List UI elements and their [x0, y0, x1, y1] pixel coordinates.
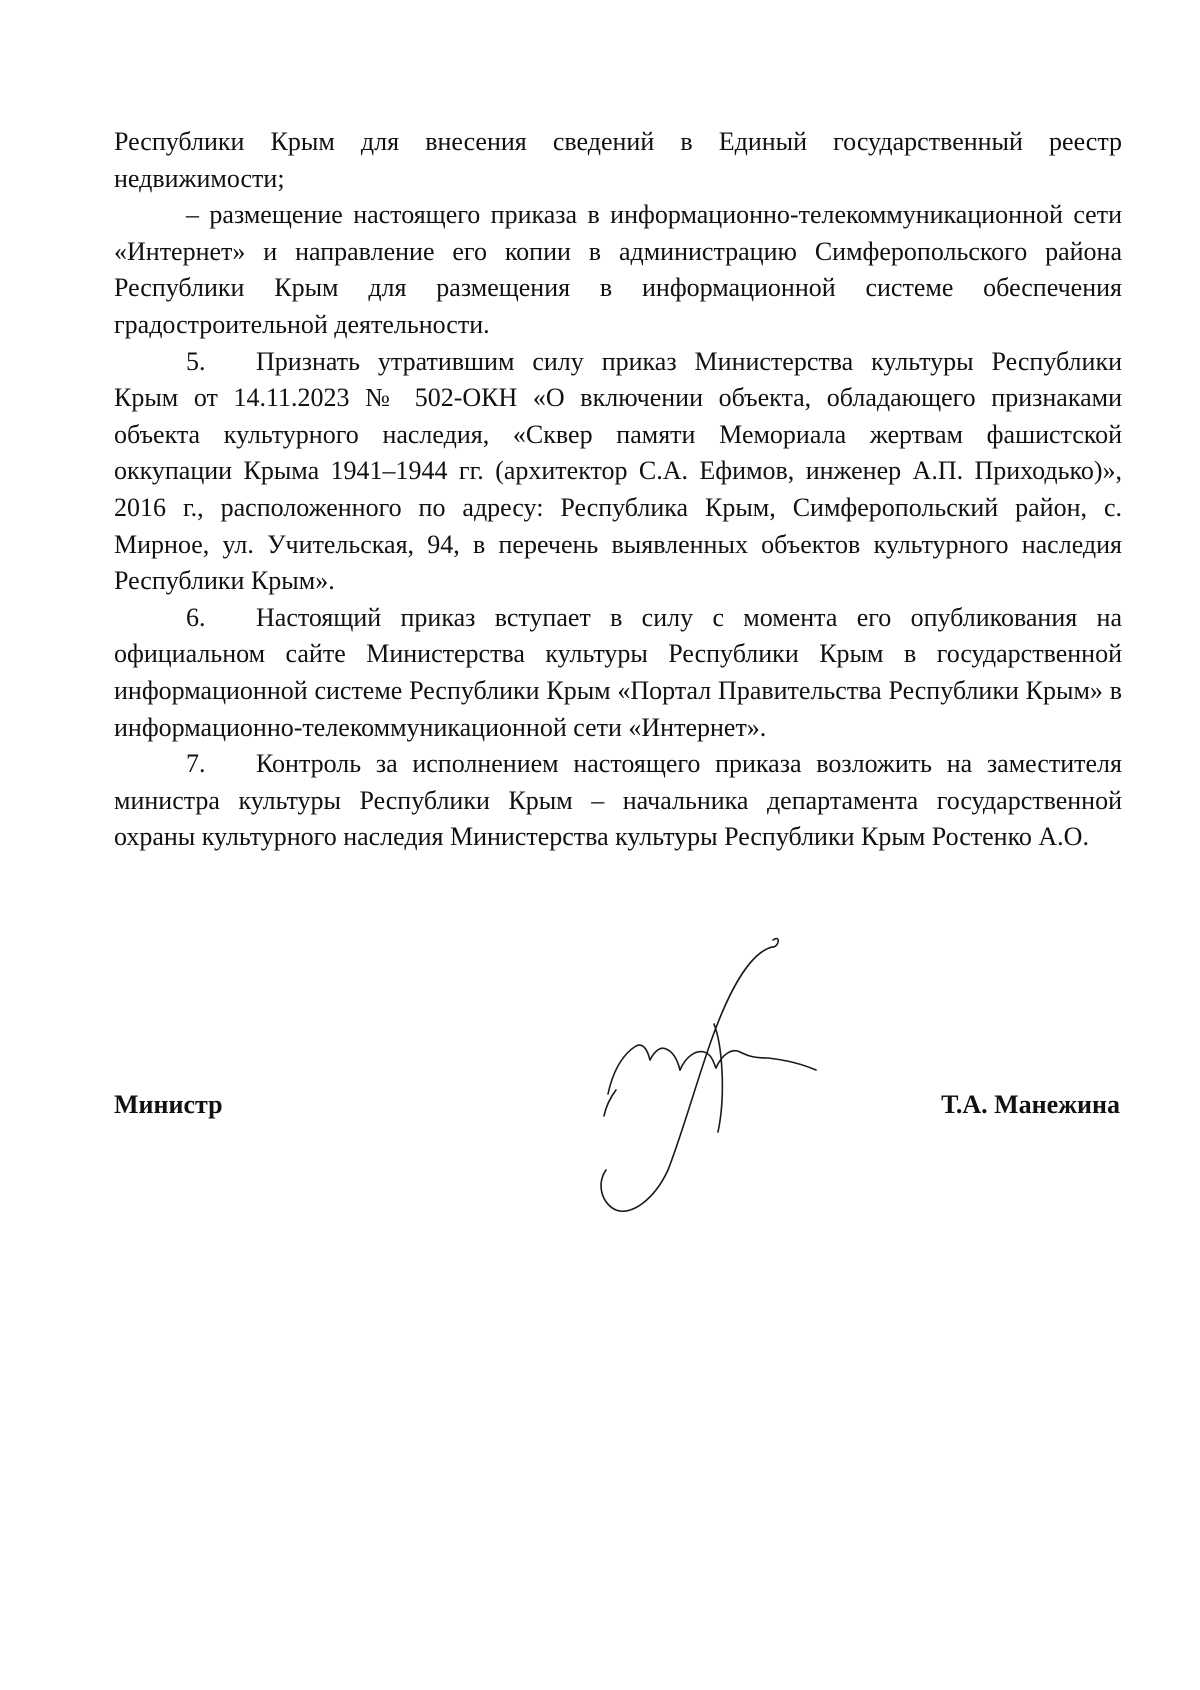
- document-body: [114, 124, 1122, 856]
- item-text: Признать утратившим силу приказ Министерства культуры Республики Крым от 14.11.2023 № 502-ОКН «О включении объекта, обладающего признаками объекта культурного наследия, «Сквер памяти Мемориала жертвам фашистской оккупации Крыма 1941–1944 гг. (архитектор С.А. Ефимов, инженер А.П. Приходько)», 2016 г., расположенного по адресу: Республика Крым, Симферопольский район, с. Мирное, ул. Учительская, 94, в перечень выявленных объектов культурного наследия Республики Крым».: [114, 346, 1122, 596]
- handwritten-signature: [596, 934, 832, 1234]
- item-number: 6.: [186, 602, 206, 632]
- publication-paragraph: – размещение настоящего приказа в информационно-телекоммуникационной сети «Интернет» и направление его копии в администрацию Симферопольского района Республики Крым для размещения в информационной системе обеспечения градостроительной деятельности.: [114, 200, 1122, 339]
- signature-stroke: [608, 1045, 680, 1094]
- order-item-5: [114, 344, 1122, 600]
- signer-title: Министр: [114, 1090, 223, 1119]
- item-number: 7.: [186, 749, 206, 779]
- order-item-7: [114, 746, 1122, 856]
- signature-stroke: [604, 1090, 616, 1116]
- item-number: 5.: [186, 346, 206, 376]
- continuation-paragraph: Республики Крым для внесения сведений в Единый государственный реестр недвижимости;: [114, 127, 1122, 193]
- signature-stroke: [714, 1024, 722, 1132]
- item-text: Настоящий приказ вступает в силу с момента его опубликования на официальном сайте Министерства культуры Республики Крым в государственной информационной системе Республики Крым «Портал Правительства Республики Крым» в информационно-телекоммуникационной сети «Интернет».: [114, 602, 1122, 742]
- signer-name: Т.А. Манежина: [941, 1090, 1120, 1119]
- signature-stroke: [680, 1051, 816, 1070]
- item-text: Контроль за исполнением настоящего приказа возложить на заместителя министра культуры Республики Крым – начальника департамента государственной охраны культурного наследия Министерства культуры Республики Крым Ростенко А.О.: [114, 749, 1122, 852]
- order-item-6: [114, 600, 1122, 746]
- signature-stroke: [601, 938, 778, 1211]
